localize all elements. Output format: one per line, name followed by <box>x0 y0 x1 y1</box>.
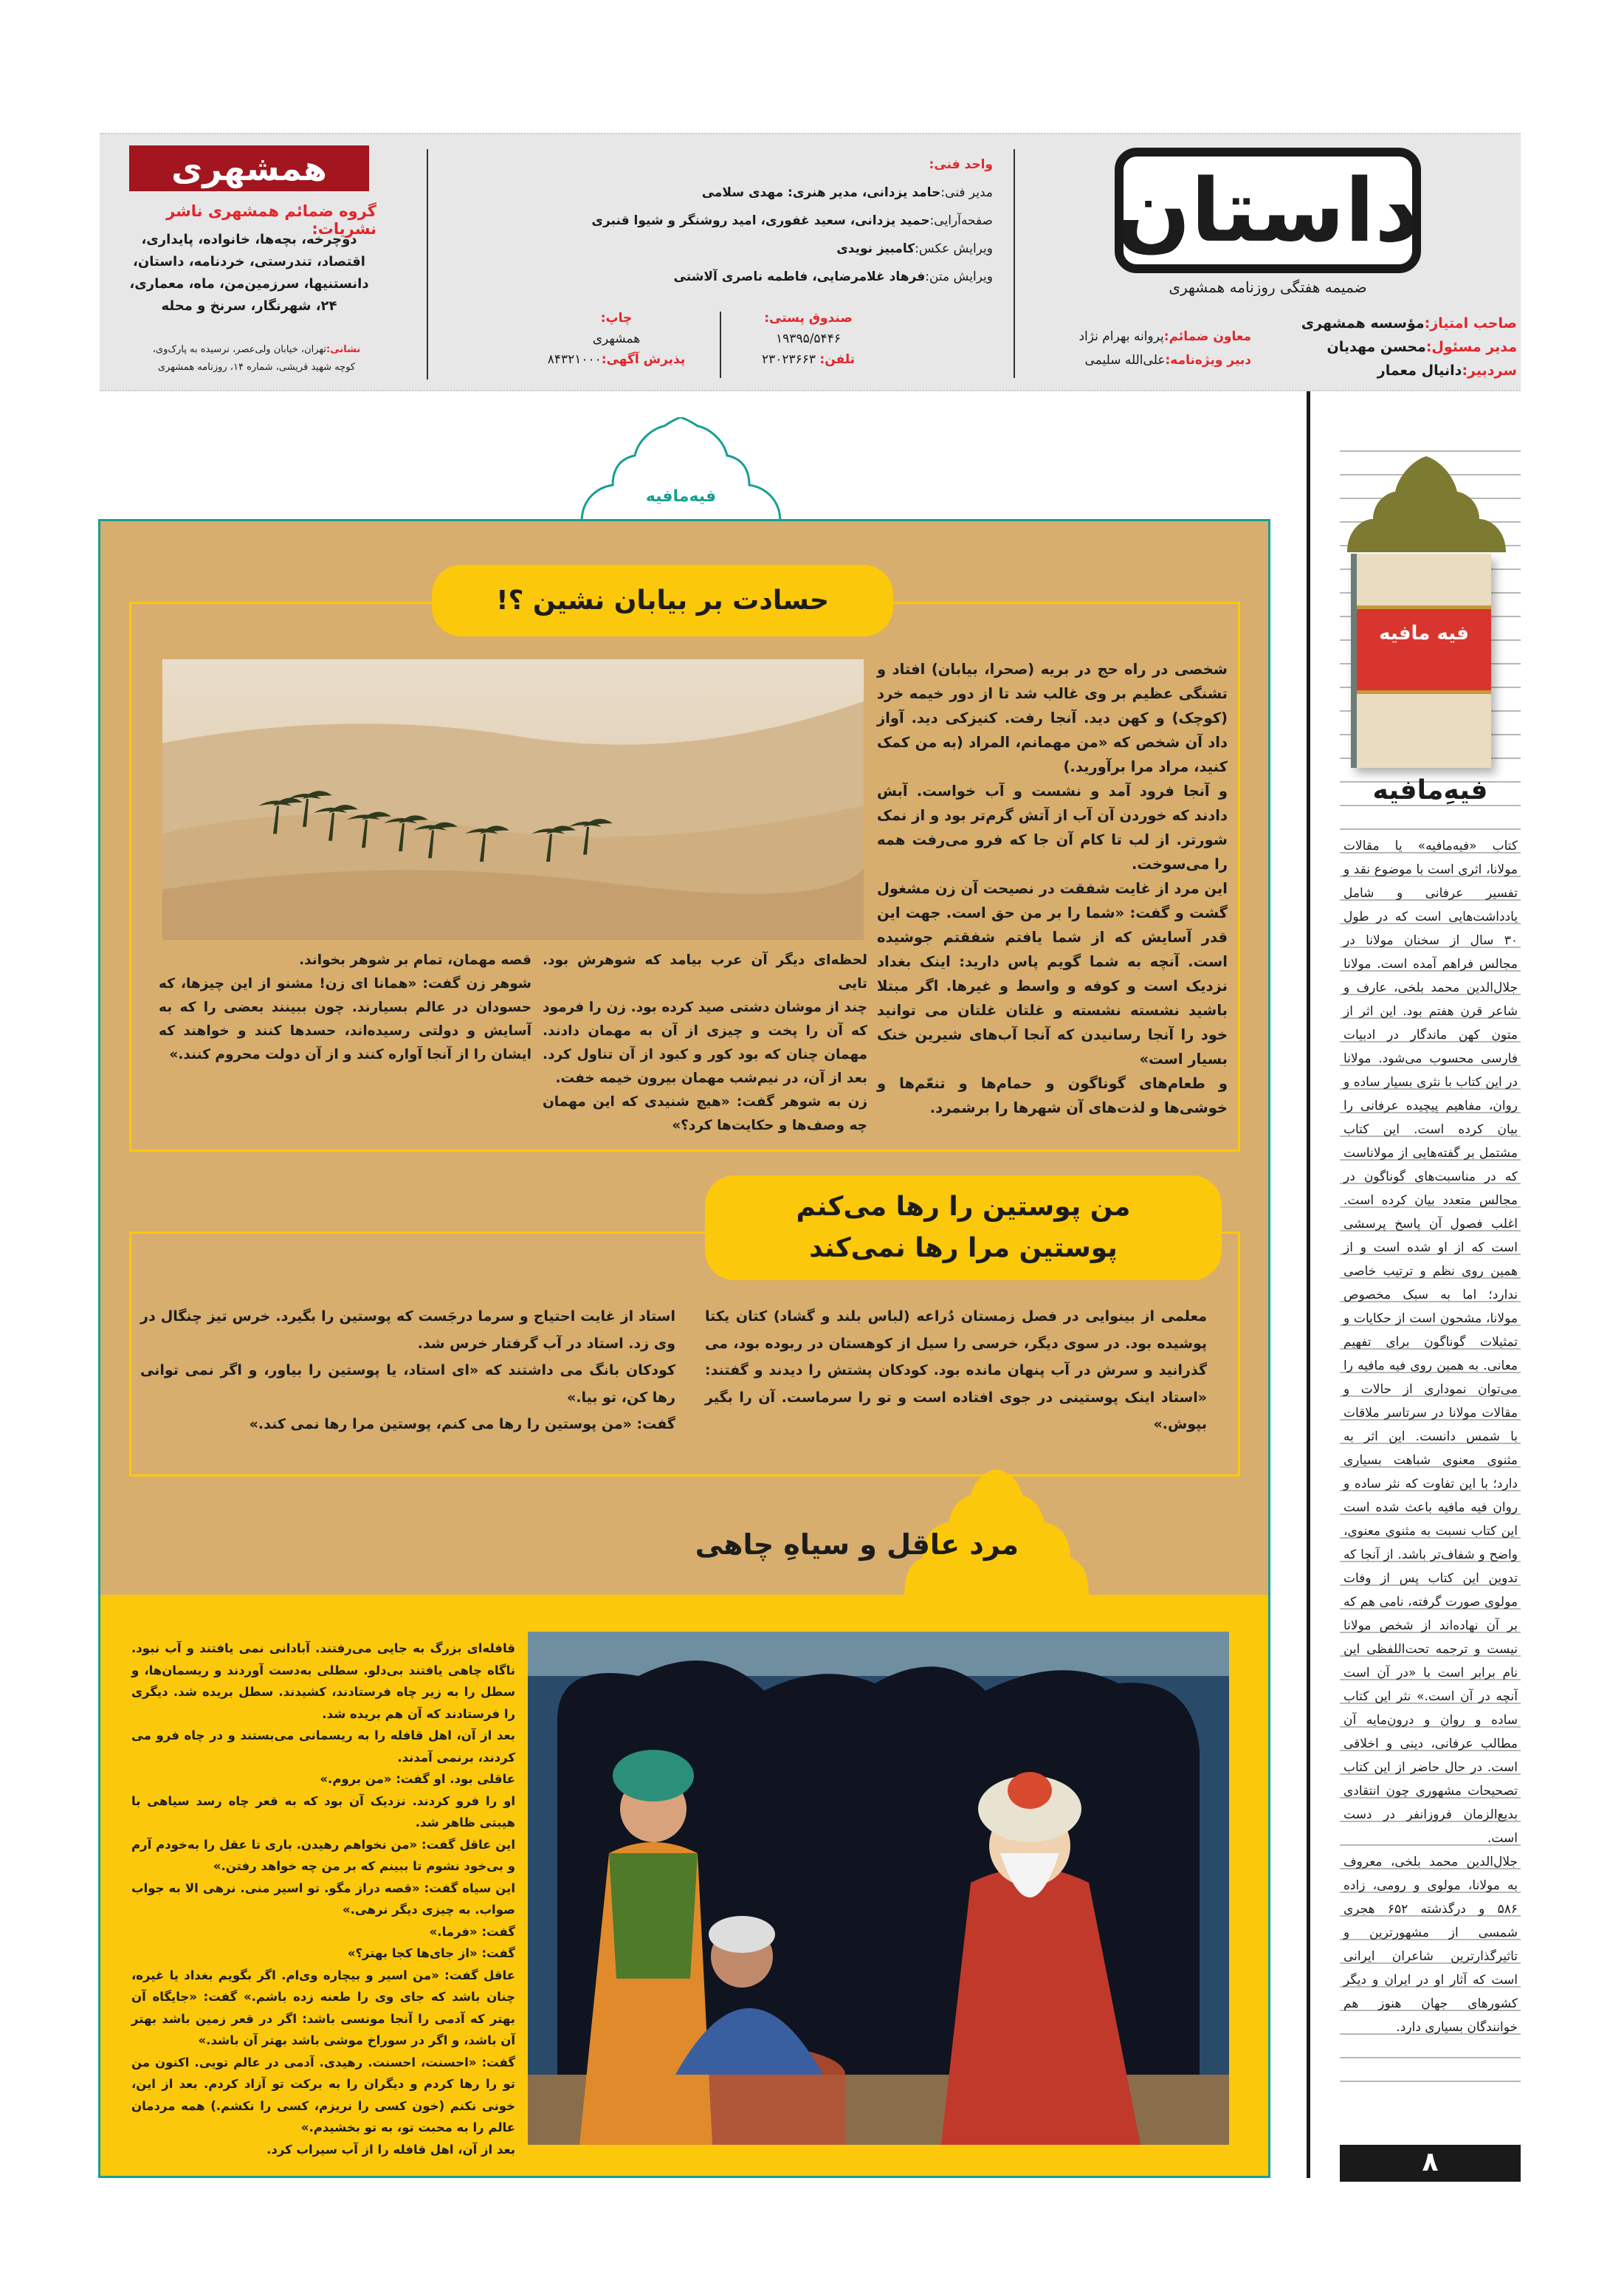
article1-col2: لحظه‌ای دیگر آن عرب بیامد که شوهرش بود. تایی چند از موشان دشتی صید کرده بود. زن را فرمود که آن را پخت و چیزی از آن به مهمان دادند. مهمان چنان که بود کور و کبود از آن تناول کرد. بعد از آن، در نیم‌شب مهمان بیرون خیمه خفت. زن به شوهر گفت: «هیچ شنیدی که این مهمان چه وصف‌ها و حکایت‌ها کرد؟» <box>543 949 867 1138</box>
divider <box>427 149 428 379</box>
persian-miniature <box>528 1632 1229 2145</box>
tech-unit: واحد فنی: مدیر فنی:حامد یزدانی، مدیر هنری: مهدی سلامی صفحه‌آرایی:حمید یزدانی، سعید غفوری، امید روشنگر و شیوا قنبری ویرایش عکس:کامبیز نویدی ویرایش متن:فرهاد غلامرضایی، فاطمه ناصری آلاشتی <box>591 157 993 284</box>
logo-subtitle: ضمیمه هفتگی روزنامه همشهری <box>1169 278 1367 296</box>
section-tab[interactable]: فیه‌مافیه <box>645 487 717 506</box>
article3-title: مرد عاقل و سیاهِ چاهی <box>695 1528 1019 1561</box>
desert-photo <box>162 659 864 940</box>
address: نشانی:تهران، خیابان ولی‌عصر، نرسیده به پارک‌وی، کوچه شهید قریشی، شماره ۱۴، روزنامه همشهری <box>152 344 361 373</box>
article1-col1-continuation: لحظه‌ای دیگر آن عرب بیامد که شوهرش بود. تایی <box>543 952 867 992</box>
dastan-logo: داستان <box>1115 148 1421 273</box>
credits-right: صاحب امتیاز:مؤسسه همشهری مدیر مسئول:محسن مهدیان سردبیر:دانیال معمار <box>1301 315 1517 379</box>
page-number: ۸ <box>1340 2145 1521 2182</box>
sidebar-heading: فیهِ‌مافیه <box>1372 775 1488 805</box>
article1-title: حسادت بر بیابان نشین ؟! <box>432 565 893 636</box>
article3-text: قافله‌ای بزرگ به جایی می‌رفتند. آبادانی نمی یافتند و آب نبود. ناگاه چاهی یافتند بی‌دلو. سطلی به‌دست آوردند و ریسمان‌ها، و سطل را به زیر چاه فرستادند، کشیدند. سطل بریده شد. دیگری را فرستادند که آن هم بریده شد. بعد از آن، اهل قافله را به ریسمانی می‌بستند و در چاه فرو می کردند، برنمی آمدند. عاقلی بود. او گفت: «من بروم.» او را فرو کردند. نزدیک آن بود که به قعر چاه رسد سیاهی با هیبتی ظاهر شد. این عاقل گفت: «من نخواهم رهیدن. باری تا عقل را به‌خودم آرم و بی‌خود نشوم تا ببینم که بر من چه خواهد رفتن.» این سیاه گفت: «قصه دراز مگو. تو اسیر منی. نرهی الا به جواب صواب. به چیزی دیگر نرهی.» گفت: «فرما.» گفت: «از جای‌ها کجا بهتر؟» عاقل گفت: «من اسیر و بیچاره وی‌ام. اگر بگویم بغداد یا غیره، چنان باشد که جای وی را طعنه زده باشم.» گفت: «جایگاه آن بهتر که آدمی را آنجا مونسی باشد: اگر در قعر زمین باشد بهتر آن باشد، و اگر در سوراخ موشی باشد بهتر آن باشد.» گفت: «احسنت، احسنت. رهیدی. آدمی در عالم تویی. اکنون من تو را رها کردم و دیگران را به برکت تو آزاد کردم. بعد از این، خونی نکنم (خون کسی را نریزم، کسی را نکشم.) همه مردمان عالم را به محبت تو، به تو بخشیدم.» بعد از آن، اهل قافله را از آب سیراب کرد. <box>131 1641 515 2157</box>
credits-left: معاون ضمائم:پروانه بهرام نژاد دبیر ویژه‌نامه:علی‌الله سلیمی <box>1078 329 1251 368</box>
book-cover: فیه مافیه <box>1351 554 1491 768</box>
hamshahri-logo: همشهری <box>129 145 369 191</box>
print-block: چاپ: همشهری پذیرش آگهی:۸۴۳۲۱۰۰۰ <box>547 311 686 367</box>
article2-title: من پوستین را رها می‌کنم پوستین مرا رها نمی‌کند <box>705 1175 1222 1280</box>
divider <box>1014 149 1015 378</box>
group-title: گروه ضمائم همشهری ناشر نشریات: <box>166 202 376 238</box>
article2-col1: معلمی از بینوایی در فصل زمستان دُراعه (لباس بلند و گشاد) کتان یکتا پوشیده بود. در سوی دیگر، خرسی را سیل از کوهستان در ربوده بود، می گذرانید و سرش در آب پنهان مانده بود. کودکان پشتش را دیدند و گفتند: «استاد اینک پوستینی در جوی افتاده است و تو را سرماست. آن را بگیر بپوش.» <box>705 1308 1207 1432</box>
dome-ornament <box>1347 456 1506 552</box>
pobox-block: صندوق پستی: ۱۹۳۹۵/۵۴۴۶ تلفن: ۲۳۰۲۳۶۶۳ <box>761 311 856 367</box>
article1-col1: شخصی در راه حج در بریه (صحرا، بیابان) افتاد و تشنگی عظیم بر وی غالب شد تا از دور خیمه خرد (کوچک) و کهن دید. آنجا رفت. کنیزکی دید. آواز داد آن شخص که «من مهمانم، المراد (به من کمک کنید، مراد مرا برآورید.) و آنجا فرود آمد و نشست و آب خواست. آبش دادند که خوردن آن آب از آتش گرم‌تر بود و از نمک شورتر. از لب تا کام آن جا که فرو می‌رفت همه را می‌سوخت. این مرد از غایت شفقت در نصیحت آن زن مشغول گشت و گفت: «شما را بر من حق است. جهت این قدر آسایش که از شما یافتم شفقتم جوشیده است. آنچه به شما گویم پاس دارید: اینک بغداد نزدیک است و کوفه و واسط و غیرها. اگر مبتلا باشید نشسته نشسته و غلتان غلتان می توانید خود را آنجا رسانیدن که آنجا آب‌های شیرین خنک بسیار است» و طعام‌های گوناگون و حمام‌ها و تنعّم‌ها و خوشی‌ها و لذت‌های آن شهرها را برشمرد. <box>877 661 1228 1116</box>
section-tab-arch <box>579 417 782 522</box>
masthead <box>100 133 1521 391</box>
group-list: دوچرخه، بچه‌ها، خانواده، پایداری، اقتصاد، تندرستی، خردنامه، داستان، دانستنیها، سرزمین‌من، ماه، معماری، ۲۴، شهرنگار، سرنخ و محله <box>129 232 369 314</box>
article1-col3: قصه مهمان، تمام بر شوهر بخواند. شوهر زن گفت: «همانا ای زن! مشنو از این چیزها، که حسودان در عالم بسیارند. چون ببینند بعضی را که به آسایش و دولتی رسیده‌اند، حسدها کنند و خواهند که ایشان را از آنجا آواره کنند و از آن دولت محروم کنند.» <box>159 952 531 1062</box>
sidebar-text: کتاب «فیه‌مافیه» یا مقالات مولانا، اثری است با موضوع نقد و تفسیر عرفانی و شامل یادداشت‌هایی است که در طول ۳۰ سال از سخنان مولانا در مجالس فراهم آمده است. مولانا جلال‌الدین محمد بلخی، عارف و شاعر قرن هفتم بود. این اثر از متون کهن ماندگار در ادبیات فارسی محسوب می‌شود. مولانا در این کتاب با نثری بسیار ساده و روان، مفاهیم پیچیده عرفانی را بیان کرده است. این کتاب مشتمل بر گفته‌هایی از مولاناست که در مناسبت‌های گوناگون در مجالس متعدد بیان کرده است. اغلب فصول آن پاسخ پرسشی است که از او شده است و از همین روی نظم و ترتیب خاصی ندارد؛ اما به سبک مخصوص مولانا، مشحون است از حکایات و تمثیلات گوناگون برای تفهیم معانی. به همین روی فیه مافیه را می‌توان نموداری از حالات و مقالات مولانا در سرتاسر ملاقات با شمس دانست. این اثر به مثنوی معنوی شباهت بسیاری دارد؛ با این تفاوت که نثر ساده و روان فیه مافیه باعث شده است این کتاب نسبت به مثنوی معنوی، واضح و شفاف‌تر باشد. از آنجا که تدوین این کتاب پس از وفات مولوی صورت گرفته، نامی هم که بر آن نهاده‌اند از شخص مولانا نیست و ترجمه تحت‌اللفظی این نام برابر است با «در آن است آنچه در آن است.» نثر این کتاب ساده و روان و درون‌مایه آن مطالب عرفانی، دینی و اخلاقی است. در حال حاضر از این کتاب تصحیحات مشهوری چون انتقادی بدیع‌الزمان فروزانفر در دست است. جلال‌الدین محمد بلخی، معروف به مولانا، مولوی و رومی، زاده ۵۸۶ و درگذشته ۶۵۲ هجری شمسی از مشهورترین و تاثیرگذارترین شاعران ایرانی است که آثار او در ایران و دیگر کشورهای جهان هنوز هم خوانندگان بسیاری دارد. <box>1343 839 1518 2035</box>
article2-col2: استاد از غایت احتیاج و سرما درجَست که پوستین را بگیرد. خرس تیز چنگال در وی زد. استاد در آب گرفتار خرس شد. کودکان بانگ می داشتند که «ای استاد، یا پوستین را بیاور، و اگر نمی توانی رها کن، تو بیا.» گفت: «من پوستین را رها می کنم، پوستین مرا رها نمی کند.» <box>140 1308 675 1432</box>
column-rule <box>1307 391 1310 2178</box>
divider <box>720 312 721 378</box>
